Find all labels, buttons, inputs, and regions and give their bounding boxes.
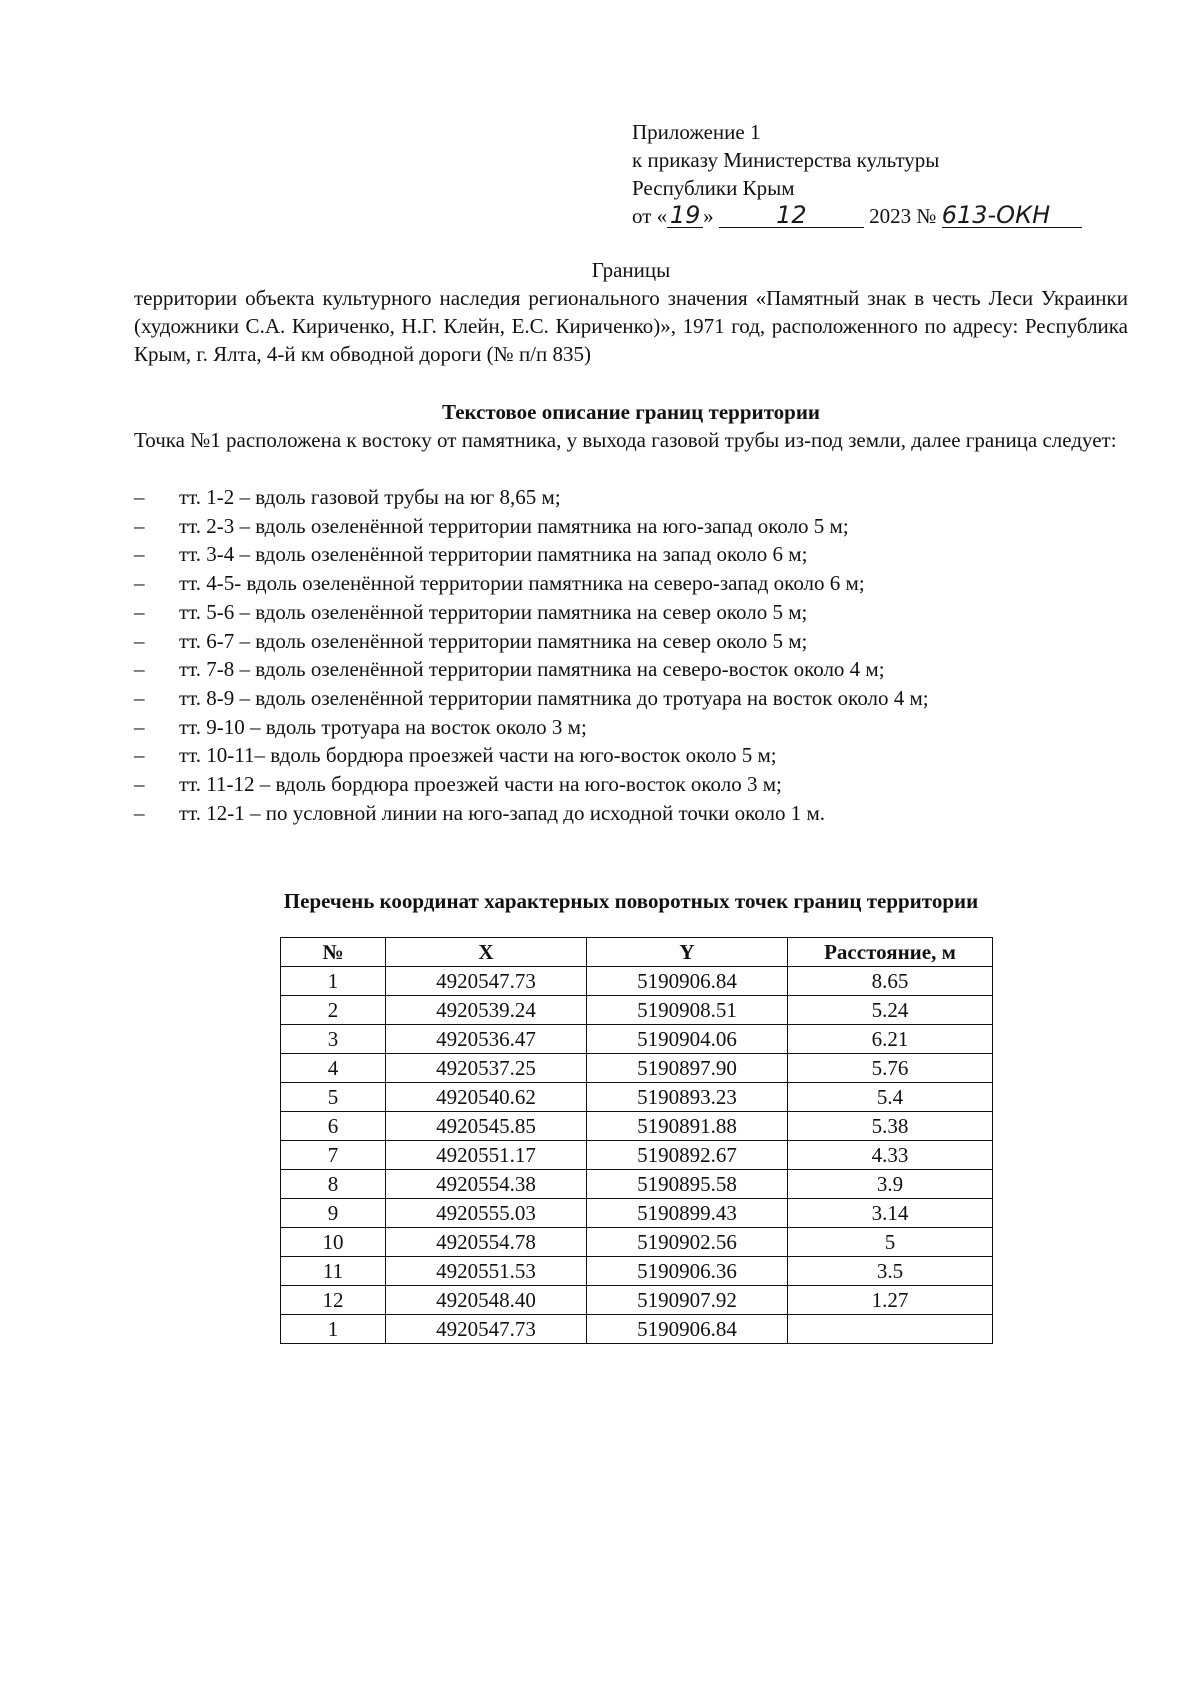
table-row	[281, 1025, 993, 1054]
cell-y: 5190906.84	[587, 1315, 788, 1344]
list-item	[134, 569, 1128, 598]
boundary-list	[134, 483, 1128, 827]
list-item-text: тт. 8-9 – вдоль озеленённой территории памятника до тротуара на восток около 4 м;	[179, 685, 929, 710]
column-header-y: Y	[587, 938, 788, 967]
table-row	[281, 967, 993, 996]
list-item-text: тт. 10-11– вдоль бордюра проезжей части на юго-восток около 5 м;	[179, 743, 777, 768]
list-item	[134, 540, 1128, 569]
table-row	[281, 1054, 993, 1083]
list-item-text: тт. 4-5- вдоль озеленённой территории памятника на северо-запад около 6 м;	[179, 571, 865, 596]
cell-x: 4920537.25	[386, 1054, 587, 1083]
list-item	[134, 655, 1128, 684]
list-item	[134, 770, 1128, 799]
cell-number: 7	[281, 1141, 386, 1170]
cell-number: 6	[281, 1112, 386, 1141]
column-header-x: X	[386, 938, 587, 967]
cell-x: 4920554.78	[386, 1228, 587, 1257]
cell-number: 1	[281, 1315, 386, 1344]
list-item	[134, 713, 1128, 742]
cell-number: 1	[281, 967, 386, 996]
handwritten-order-number: 613-ОКН	[942, 203, 1082, 228]
cell-number: 10	[281, 1228, 386, 1257]
cell-x: 4920555.03	[386, 1199, 587, 1228]
appendix-date-line	[632, 202, 1082, 230]
cell-distance: 3.9	[788, 1170, 993, 1199]
list-dash: –	[134, 714, 145, 739]
cell-distance: 6.21	[788, 1025, 993, 1054]
column-header-distance: Расстояние, м	[788, 938, 993, 967]
cell-y: 5190893.23	[587, 1083, 788, 1112]
cell-distance: 3.14	[788, 1199, 993, 1228]
list-dash: –	[134, 743, 145, 768]
heading-title: Границы	[591, 258, 671, 282]
list-item-text: тт. 5-6 – вдоль озеленённой территории памятника на север около 5 м;	[179, 599, 808, 624]
list-dash: –	[134, 571, 145, 596]
appendix-header	[632, 118, 1082, 230]
cell-number: 3	[281, 1025, 386, 1054]
cell-x: 4920536.47	[386, 1025, 587, 1054]
cell-x: 4920547.73	[386, 1315, 587, 1344]
cell-y: 5190902.56	[587, 1228, 788, 1257]
list-item-text: тт. 6-7 – вдоль озеленённой территории памятника на север около 5 м;	[179, 628, 808, 653]
cell-distance: 5	[788, 1228, 993, 1257]
cell-y: 5190907.92	[587, 1286, 788, 1315]
cell-distance: 5.4	[788, 1083, 993, 1112]
cell-distance: 3.5	[788, 1257, 993, 1286]
list-dash: –	[134, 772, 145, 797]
table-row	[281, 1112, 993, 1141]
list-item-text: тт. 11-12 – вдоль бордюра проезжей части на юго-восток около 3 м;	[179, 772, 782, 797]
appendix-title: Приложение 1	[632, 120, 761, 144]
list-item	[134, 799, 1128, 828]
cell-y: 5190899.43	[587, 1199, 788, 1228]
list-dash: –	[134, 542, 145, 567]
cell-y: 5190906.84	[587, 967, 788, 996]
list-item	[134, 741, 1128, 770]
list-dash: –	[134, 800, 145, 825]
cell-y: 5190891.88	[587, 1112, 788, 1141]
coordinates-table	[280, 937, 993, 1344]
cell-x: 4920545.85	[386, 1112, 587, 1141]
list-item	[134, 627, 1128, 656]
cell-x: 4920554.38	[386, 1170, 587, 1199]
section-intro: Точка №1 расположена к востоку от памятника, у выхода газовой трубы из-под земли, далее граница следует:	[134, 428, 1117, 452]
table-row	[281, 1257, 993, 1286]
cell-distance: 8.65	[788, 967, 993, 996]
cell-y: 5190892.67	[587, 1141, 788, 1170]
cell-distance: 4.33	[788, 1141, 993, 1170]
cell-x: 4920548.40	[386, 1286, 587, 1315]
list-item-text: тт. 7-8 – вдоль озеленённой территории памятника на северо-восток около 4 м;	[179, 657, 885, 682]
table-row	[281, 1228, 993, 1257]
appendix-order-line: к приказу Министерства культуры	[632, 148, 940, 172]
cell-x: 4920539.24	[386, 996, 587, 1025]
list-item	[134, 483, 1128, 512]
date-day-suffix: »	[703, 204, 714, 228]
table-row	[281, 1315, 993, 1344]
table-title: Перечень координат характерных поворотных точек границ территории	[283, 889, 979, 913]
handwritten-day: 19	[667, 203, 703, 228]
list-item-text: тт. 12-1 – по условной линии на юго-запад до исходной точки около 1 м.	[179, 800, 826, 825]
list-item-text: тт. 1-2 – вдоль газовой трубы на юг 8,65 м;	[179, 485, 561, 509]
list-item	[134, 684, 1128, 713]
table-header-row	[281, 938, 993, 967]
cell-distance	[788, 1315, 993, 1344]
table-row	[281, 1170, 993, 1199]
cell-y: 5190895.58	[587, 1170, 788, 1199]
list-item	[134, 598, 1128, 627]
list-item	[134, 512, 1128, 541]
cell-x: 4920547.73	[386, 967, 587, 996]
cell-number: 11	[281, 1257, 386, 1286]
cell-number: 12	[281, 1286, 386, 1315]
cell-distance: 5.24	[788, 996, 993, 1025]
date-year: 2023 №	[869, 204, 937, 228]
heading-description: территории объекта культурного наследия регионального значения «Памятный знак в честь Леси Украинки (художники С.А. Кириченко, Н.Г. Клейн, Е.С. Кириченко)», 1971 год, расположенного по адресу: Республика Крым, г. Ялта, 4-й км обводной дороги (№ п/п 835)	[134, 286, 1128, 366]
cell-number: 4	[281, 1054, 386, 1083]
cell-y: 5190897.90	[587, 1054, 788, 1083]
list-item-text: тт. 3-4 – вдоль озеленённой территории памятника на запад около 6 м;	[179, 542, 808, 567]
list-item-text: тт. 2-3 – вдоль озеленённой территории памятника на юго-запад около 5 м;	[179, 513, 849, 538]
list-dash: –	[134, 513, 145, 538]
list-dash: –	[134, 628, 145, 653]
table-row	[281, 1199, 993, 1228]
list-item-text: тт. 9-10 – вдоль тротуара на восток около 3 м;	[179, 714, 587, 739]
cell-y: 5190906.36	[587, 1257, 788, 1286]
date-prefix: от «	[632, 204, 668, 228]
column-header-number: №	[281, 938, 386, 967]
document-heading	[134, 256, 1128, 368]
list-dash: –	[134, 599, 145, 624]
handwritten-month: 12	[719, 203, 864, 228]
cell-number: 5	[281, 1083, 386, 1112]
list-dash: –	[134, 657, 145, 682]
table-row	[281, 1286, 993, 1315]
cell-x: 4920551.17	[386, 1141, 587, 1170]
list-dash: –	[134, 485, 145, 509]
section-title: Текстовое описание границ территории	[441, 400, 821, 424]
cell-y: 5190908.51	[587, 996, 788, 1025]
cell-distance: 5.38	[788, 1112, 993, 1141]
cell-number: 9	[281, 1199, 386, 1228]
cell-y: 5190904.06	[587, 1025, 788, 1054]
cell-x: 4920551.53	[386, 1257, 587, 1286]
cell-distance: 1.27	[788, 1286, 993, 1315]
table-row	[281, 996, 993, 1025]
cell-number: 2	[281, 996, 386, 1025]
appendix-republic-line: Республики Крым	[632, 176, 795, 200]
cell-x: 4920540.62	[386, 1083, 587, 1112]
table-row	[281, 1141, 993, 1170]
list-dash: –	[134, 685, 145, 710]
table-row	[281, 1083, 993, 1112]
cell-number: 8	[281, 1170, 386, 1199]
cell-distance: 5.76	[788, 1054, 993, 1083]
